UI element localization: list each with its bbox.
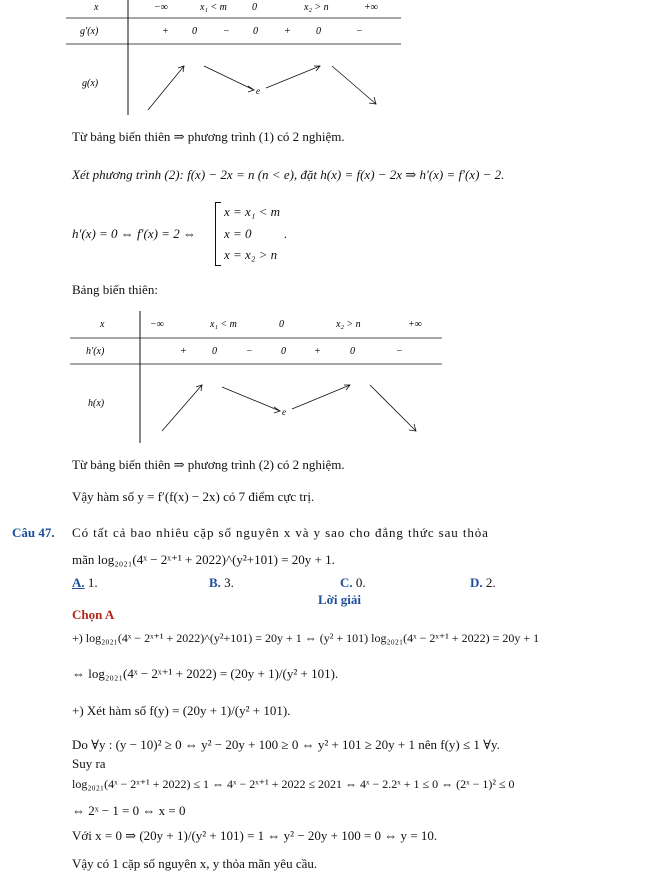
table1-x-value: −∞ — [154, 2, 168, 13]
option-c[interactable] — [340, 575, 366, 591]
table2-sign: − — [246, 346, 253, 357]
table1-sign: 0 — [253, 26, 258, 37]
table1-arrows — [148, 66, 376, 110]
system-case: x = 0 — [224, 226, 252, 241]
table1-x-value: +∞ — [364, 2, 378, 13]
table2-sign: + — [180, 346, 187, 357]
table2-x-value: −∞ — [150, 319, 164, 330]
solution-heading: Lời giải — [318, 592, 361, 607]
solution-choice: Chọn A — [72, 607, 115, 622]
table2-x-value: x₁ < m — [210, 319, 237, 330]
table2-deriv-label: h′(x) — [86, 346, 105, 357]
question-text-line2: mãn log₂₀₂₁(4ˣ − 2ˣ⁺¹ + 2022)^(y²+101) = 20y + 1. — [72, 552, 335, 567]
variation-table-g — [66, 0, 406, 115]
option-a[interactable] — [72, 575, 98, 591]
table2-sign: + — [314, 346, 321, 357]
conclusion-2: Từ bảng biến thiên ⇒ phương trình (2) có 2 nghiệm. — [72, 457, 345, 472]
question-text-line1: Có tất cả bao nhiêu cặp số nguyên x và y sao cho đẳng thức sau thỏa — [72, 525, 489, 540]
solution-line: ⇔ log₂₀₂₁(4ˣ − 2ˣ⁺¹ + 2022) = (20y + 1)/(y² + 101). — [72, 666, 339, 681]
option-c-label: C. — [340, 575, 353, 590]
system-case: x = x₂ > n — [224, 247, 278, 262]
table1-sign: 0 — [316, 26, 321, 37]
option-b-label: B. — [209, 575, 221, 590]
solution-line: Do ∀y : (y − 10)² ≥ 0 ⇔ y² − 20y + 100 ≥ 0 ⇔ y² + 101 ≥ 20y + 1 nên f(y) ≤ 1 ∀y. — [72, 737, 500, 752]
system-brace — [215, 202, 221, 266]
table1-func-label: g(x) — [82, 78, 99, 89]
table1-sign: 0 — [192, 26, 197, 37]
option-c-value: 0. — [355, 575, 366, 590]
table2-x-value: 0 — [279, 319, 284, 330]
table1-sign: − — [223, 26, 230, 37]
table1-sign: + — [162, 26, 169, 37]
table1-deriv-label: g′(x) — [80, 26, 99, 37]
variation-table-h — [70, 311, 445, 443]
table2-x-value: x₂ > n — [336, 319, 361, 330]
solution-line: +) log₂₀₂₁(4ˣ − 2ˣ⁺¹ + 2022)^(y²+101) = 20y + 1 ⇔ (y² + 101) log₂₀₂₁(4ˣ − 2ˣ⁺¹ + 2022) = 20y + 1 — [72, 631, 540, 645]
table2-sign: 0 — [281, 346, 286, 357]
table2-arrows — [162, 385, 416, 431]
final-previous-result: Vậy hàm số y = f′(f(x) − 2x) có 7 điểm cực trị. — [72, 489, 315, 504]
system-lhs: h′(x) = 0 ⇔ f′(x) = 2 ⇔ — [72, 226, 196, 241]
solution-line: ⇔ 2ˣ − 1 = 0 ⇔ x = 0 — [72, 803, 186, 818]
solution-line: Suy ra — [72, 756, 106, 771]
table2-point-label: e — [282, 407, 286, 417]
table1-sign: + — [284, 26, 291, 37]
conclusion-1: Từ bảng biến thiên ⇒ phương trình (1) có 2 nghiệm. — [72, 129, 345, 144]
table1-sign: − — [356, 26, 363, 37]
table2-sign: 0 — [212, 346, 217, 357]
option-d-label: D. — [470, 575, 483, 590]
option-a-label: A. — [72, 575, 85, 590]
solution-line: Với x = 0 ⇒ (20y + 1)/(y² + 101) = 1 ⇔ y² − 20y + 100 = 0 ⇔ y = 10. — [72, 828, 438, 843]
table1-point-label: e — [256, 86, 260, 96]
option-b[interactable] — [209, 575, 234, 591]
solution-line: +) Xét hàm số f(y) = (20y + 1)/(y² + 101). — [72, 703, 291, 718]
table1-x-value: x₁ < m — [200, 2, 227, 13]
table2-x-label: x — [100, 319, 105, 330]
option-a-value: 1. — [87, 575, 98, 590]
table2-sign: 0 — [350, 346, 355, 357]
system-end: . — [284, 226, 288, 241]
solution-line: Vậy có 1 cặp số nguyên x, y thỏa mãn yêu cầu. — [72, 856, 318, 871]
consider-equation-2: Xét phương trình (2): f(x) − 2x = n (n < e), đặt h(x) = f(x) − 2x ⇒ h′(x) = f′(x) − 2. — [72, 167, 505, 182]
table1-x-label: x — [94, 2, 99, 13]
table2-title: Bảng biến thiên: — [72, 282, 158, 297]
question-number: Câu 47. — [12, 525, 55, 540]
solution-line: log₂₀₂₁(4ˣ − 2ˣ⁺¹ + 2022) ≤ 1 ⇔ 4ˣ − 2ˣ⁺¹ + 2022 ≤ 2021 ⇔ 4ˣ − 2.2ˣ + 1 ≤ 0 ⇔ (2ˣ − 1)² ≤ 0 — [72, 777, 515, 791]
option-d[interactable] — [470, 575, 496, 591]
table2-sign: − — [396, 346, 403, 357]
table1-x-value: x₂ > n — [304, 2, 329, 13]
table1-x-value: 0 — [252, 2, 257, 13]
table2-x-value: +∞ — [408, 319, 422, 330]
option-b-value: 3. — [224, 575, 234, 590]
table2-func-label: h(x) — [88, 398, 105, 409]
system-case: x = x₁ < m — [224, 204, 280, 219]
option-d-value: 2. — [485, 575, 496, 590]
